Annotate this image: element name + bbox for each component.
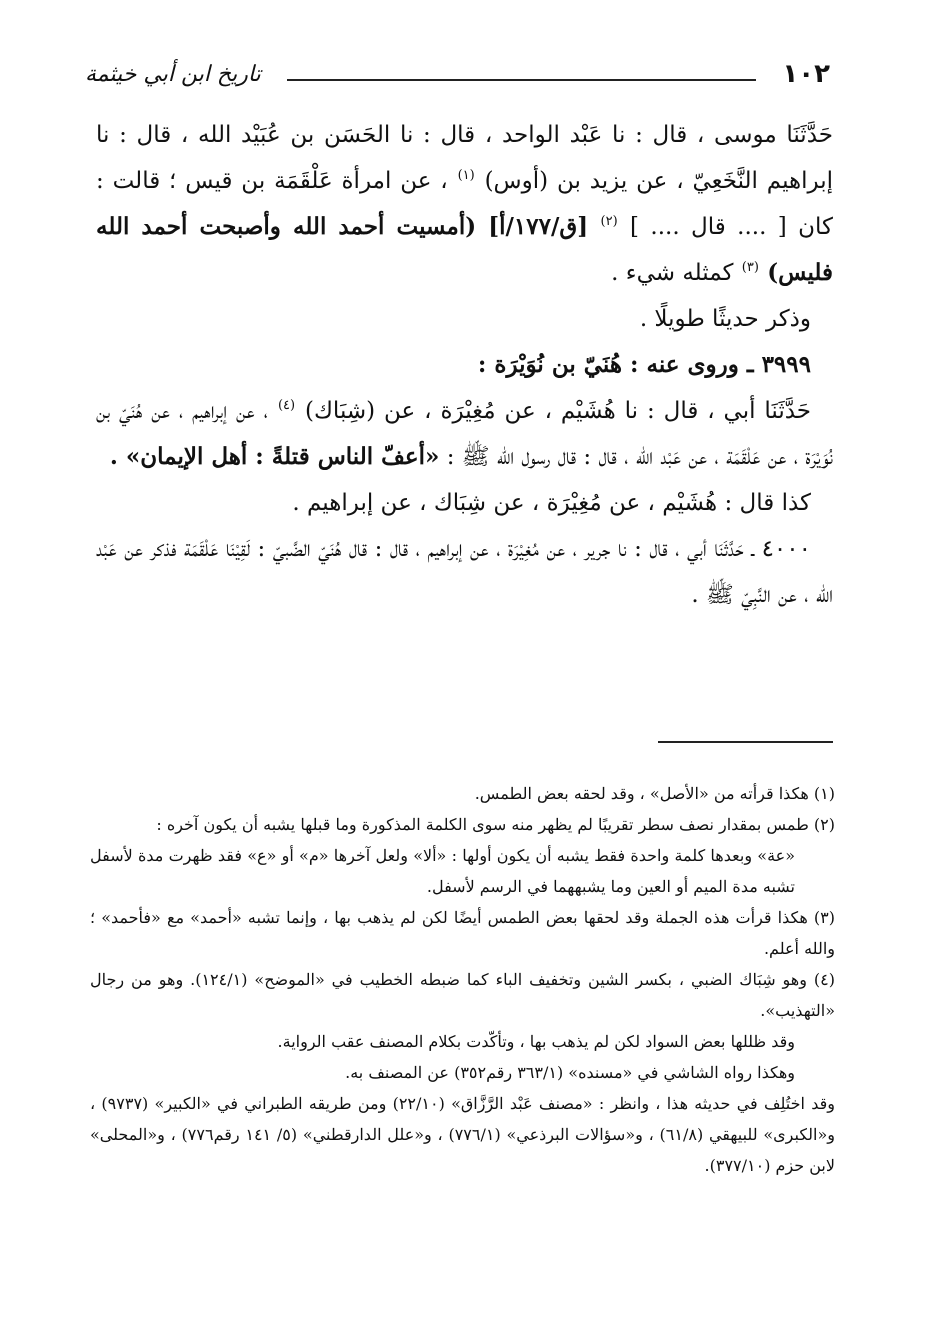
section-heading: ٣٩٩٩ ـ وروى عنه : هُنَيّ بن نُوَيْرَة : [477,351,811,378]
running-title: تاريخ ابن أبي خيثمة [85,61,261,87]
footnote-divider [658,741,833,743]
paragraph-3-part-b: ، عن إبراهيم ، عن هُنَيّ بن نُوَيْرَة ، عن عَلْقَمَة ، عن عَبْد الله ، قال : قال رسول الله ﷺ : [96,398,833,470]
footnote-4-note-a: وقد ظللها بعض السواد لكن لم يذهب بها ، وتأكّدت بكلام المصنف عقب الرواية. [277,1032,795,1051]
footnote-1: (١) هكذا قرأته من «الأصل» ، وقد لحقه بعض الطمس. [474,784,835,803]
footnote-4: (٤) وهو شِبَاك الضبي ، بكسر الشين وتخفيف الباء كما ضبطه الخطيب في «الموضح» (١٢٤/١). وهو من رجال «التهذيب». [90,970,835,1020]
footnote-ref-2: (٢) [600,214,618,230]
footnote-2: (٢) طمس بمقدار نصف سطر تقريبًا لم يظهر منه سوى الكلمة المذكورة وما قبلها يشبه أن يكون آخره : [156,815,835,834]
header-divider [287,79,757,81]
page-header [85,52,830,96]
footnote-2-continued: «عة» وبعدها كلمة واحدة فقط يشبه أن يكون أولها : «ألا» ولعل آخرها «م» أو «ع» فقد ظهرت مدة لأسفل تشبه مدة الميم أو العين وما يشبههما في الرسم لأسفل. [90,846,795,896]
paragraph-1-part-a: حَدَّثَنَا موسى ، قال : نا عَبْد الواحد ، قال : نا الحَسَن بن عُبَيْد الله ، قال : نا إبراهيم النَّخَعِيّ ، عن يزيد بن (أوس) [96,122,834,194]
footnote-4-note-c: وقد اختُلِف في حديثه هذا ، وانظر : «مصنف عَبْد الرَّزَّاق» (٢٢/١٠) ومن طريقه الطبراني في «الكبير» (٩٧٣٧) ، و«الكبرى» للبيهقي (٦١/٨) ، و«سؤالات البرذعي» (٧٧٦/١) ، و«علل الدارقطني» (٥/ ١٤١ رقم٧٧٦) ، و«المحلى» لابن حزم (٣٧٧/١٠). [90,1094,836,1175]
hadith-text: «أعفّ الناس قتلةً : أهل الإيمان» . [109,443,440,470]
footnotes [90,778,835,1181]
footnote-ref-1: (١) [457,168,475,184]
paragraph-5: ٤٠٠٠ ـ حَدَّثَنَا أبي ، قال : نا جرير ، عن مُغِيْرَة ، عن إبراهيم ، قال : قال هُنَيّ الضَّبيّ : لَقِيْنَا عَلْقَمَة فذكر عن عَبْد الله ، عن النَّبِيّ ﷺ . [96,536,833,608]
paragraph-3 [96,388,833,480]
paragraph-1-part-d: كمثله شيء . [611,260,734,286]
footnote-ref-3: (٣) [741,260,759,276]
paragraph-3-part-a: حَدَّثَنَا أبي ، قال : نا هُشَيْم ، عن مُغِيْرَة ، عن (شِبَاك) [305,398,812,424]
paragraph-1-part-b: ، عن امرأة عَلْقَمَة بن قيس ؛ قالت : كان [ .... قال .... ] [96,168,834,240]
paragraph-2: وذكر حديثًا طويلًا . [639,306,811,332]
page-number: ١٠٢ [782,59,830,89]
paragraph-1 [96,112,833,296]
paragraph-1-part-c: [ق/١٧٧/أ] (أمسيت أحمد الله وأصبحت أحمد الله فليس) [96,213,833,286]
footnote-3: (٣) هكذا قرأت هذه الجملة وقد لحقها بعض الطمس أيضًا لكن لم يذهب بها ، وإنما تشبه «أحمد» مع «فأحمد» ؛ والله أعلم. [90,908,835,958]
footnote-ref-4: (٤) [277,398,296,414]
main-text [96,112,833,618]
paragraph-4: كذا قال : هُشَيْم ، عن مُغِيْرَة ، عن شِبَاك ، عن إبراهيم . [292,490,811,516]
footnote-4-note-b: وهكذا رواه الشاشي في «مسنده» (٣٦٣/١ رقم٣٥٢) عن المصنف به. [345,1063,795,1082]
